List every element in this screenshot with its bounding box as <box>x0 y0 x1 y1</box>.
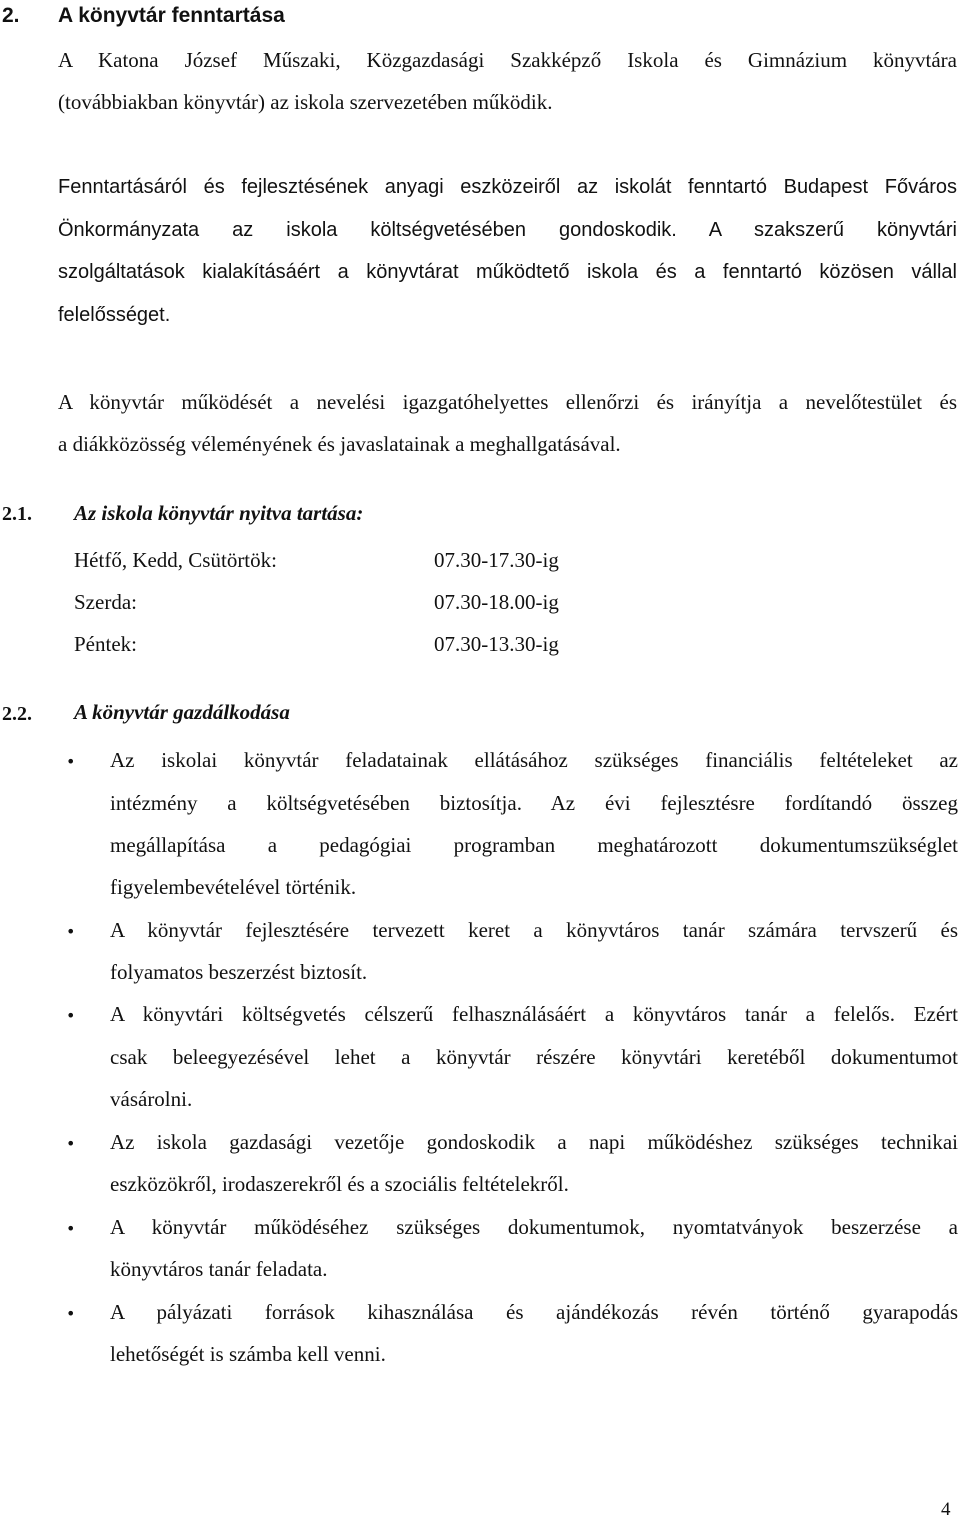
bullet1-line2: intézmény a költségvetésében biztosítja. Az évi fejlesztésre fordítandó összeg <box>110 791 958 815</box>
bullet6-line2: lehetőségét is számba kell venni. <box>110 1342 386 1366</box>
para2-line1: Fenntartásáról és fejlesztésének anyagi eszközeiről az iskolát fenntartó Budapest Főváros <box>58 176 957 198</box>
section-number: 2. <box>2 4 20 27</box>
bullet5-line1: A könyvtár működéséhez szükséges dokumentumok, nyomtatványok beszerzése a <box>110 1215 958 1239</box>
bullet5-line2: könyvtáros tanár feladata. <box>110 1257 328 1281</box>
bullet1-line1: Az iskolai könyvtár feladatainak ellátásához szükséges financiális feltételeket az <box>110 748 958 772</box>
bullet4-line1: Az iskola gazdasági vezetője gondoskodik a napi működéshez szükséges technikai <box>110 1130 958 1154</box>
bullet-icon: • <box>66 752 76 771</box>
bullet-icon: • <box>66 1219 76 1238</box>
para3-line1: A könyvtár működését a nevelési igazgatóhelyettes ellenőrzi és irányítja a nevelőtestület és <box>58 390 957 414</box>
bullet2-line2: folyamatos beszerzést biztosít. <box>110 960 368 984</box>
hours-time-2: 07.30-18.00-ig <box>434 590 559 614</box>
bullet3-line1: A könyvtári költségvetés célszerű felhasználásáért a könyvtáros tanár a felelős. Ezért <box>110 1002 958 1026</box>
bullet3-line3: vásárolni. <box>110 1087 193 1111</box>
para1-line1: A Katona József Műszaki, Közgazdasági Szakképző Iskola és Gimnázium könyvtára <box>58 48 957 72</box>
bullet-icon: • <box>66 1134 76 1153</box>
hours-day-3: Péntek: <box>74 632 137 656</box>
bullet3-line2: csak beleegyezésével lehet a könyvtár részére könyvtári keretéből dokumentumot <box>110 1045 958 1069</box>
bullet2-line1: A könyvtár fejlesztésére tervezett keret a könyvtáros tanár számára tervszerű és <box>110 918 958 942</box>
bullet6-line1: A pályázati források kihasználása és ajándékozás révén történő gyarapodás <box>110 1300 958 1324</box>
bullet1-line3: megállapítása a pedagógiai programban meghatározott dokumentumszükséglet <box>110 833 958 857</box>
bullet-icon: • <box>66 1006 76 1025</box>
section-title: A könyvtár fenntartása <box>58 4 285 27</box>
subsection-2-1-title: Az iskola könyvtár nyitva tartása: <box>74 501 364 525</box>
hours-day-1: Hétfő, Kedd, Csütörtök: <box>74 548 277 572</box>
para2-line2: Önkormányzata az iskola költségvetésében gondoskodik. A szakszerű könyvtári <box>58 219 957 241</box>
bullet-icon: • <box>66 922 76 941</box>
hours-time-3: 07.30-13.30-ig <box>434 632 559 656</box>
para2-line3: szolgáltatások kialakításáért a könyvtárat működtető iskola és a fenntartó közösen vállal <box>58 261 957 283</box>
para3-line2: a diákközösség véleményének és javaslatainak a meghallgatásával. <box>58 432 621 456</box>
bullet-icon: • <box>66 1304 76 1323</box>
para2-line4: felelősséget. <box>58 304 171 326</box>
hours-time-1: 07.30-17.30-ig <box>434 548 559 572</box>
subsection-2-1-number: 2.1. <box>2 503 32 525</box>
page-number: 4 <box>941 1499 951 1520</box>
bullet4-line2: eszközökről, irodaszerekről és a szociális feltételekről. <box>110 1172 569 1196</box>
subsection-2-2-title: A könyvtár gazdálkodása <box>74 700 290 724</box>
hours-day-2: Szerda: <box>74 590 137 614</box>
subsection-2-2-number: 2.2. <box>2 703 32 725</box>
para1-line2: (továbbiakban könyvtár) az iskola szervezetében működik. <box>58 90 553 114</box>
bullet1-line4: figyelembevételével történik. <box>110 875 357 899</box>
